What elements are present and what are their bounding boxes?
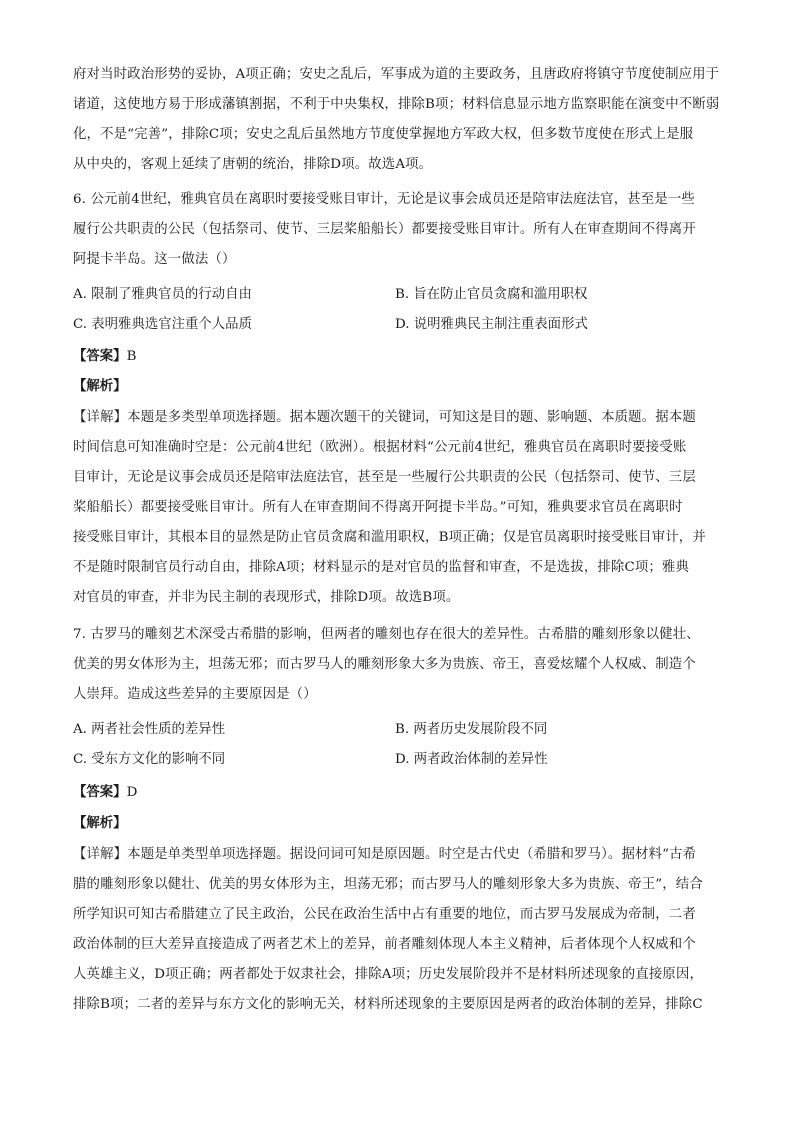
- question-7-stem: 7. 古罗马的雕刻艺术深受古希腊的影响，但两者的雕刻也存在很大的差异性。古希腊的雕刻形象以健壮、: [73, 627, 700, 642]
- question-6-detail: 接受账目审计，其根本目的显然是防止官员贪腐和滥用职权，B项正确；仅是官员离职时接受账目审计，并: [73, 530, 706, 545]
- question-7-detail: 所学知识可知古希腊建立了民主政治，公民在政治生活中占有重要的地位，而古罗马发展成为帝制，二者: [73, 907, 696, 922]
- question-6-detail: 时间信息可知准确时空是：公元前4世纪（欧洲）。根据材料“公元前4世纪，雅典官员在离职时要接受账: [73, 440, 687, 455]
- question-6-stem: 阿提卡半岛。这一做法（）: [73, 252, 236, 267]
- text-line: 府对当时政治形势的妥协，A项正确；安史之乱后，军事成为道的主要政务，且唐政府将镇守节度使制应用于: [73, 67, 720, 82]
- question-6-option-b: B. 旨在防止官员贪腐和滥用职权: [395, 287, 588, 302]
- question-6-answer: [73, 346, 136, 367]
- question-7-detail: 排除B项；二者的差异与东方文化的影响无关，材料所述现象的主要原因是两者的政治体制的差异，排除C: [73, 997, 703, 1012]
- question-6-detail: 目审计，无论是议事会成员还是陪审法庭法官，甚至是一些履行公共职责的公民（包括祭司、使节、三层: [73, 470, 696, 485]
- question-7-option-d: D. 两者政治体制的差异性: [395, 752, 548, 767]
- question-6-analysis-tag: [73, 376, 127, 397]
- answer-tag: 【答案】: [73, 348, 127, 364]
- question-7-detail: 人英雄主义，D项正确；两者都处于奴隶社会，排除A项；历史发展阶段并不是材料所述现象的直接原因，: [73, 967, 704, 982]
- question-6-detail: 【详解】本题是多类型单项选择题。据本题次题干的关键词，可知这是目的题、影响题、本质题。据本题: [73, 410, 696, 425]
- analysis-tag: 【解析】: [73, 378, 127, 394]
- question-7-answer: [73, 782, 137, 803]
- question-6-detail: 桨船船长）都要接受账目审计。所有人在审查期间不得离开阿提卡半岛。”可知，雅典要求官员在离职时: [73, 500, 683, 515]
- text-line: 诸道，这使地方易于形成藩镇割据，不利于中央集权，排除B项；材料信息显示地方监察职能在演变中不断弱: [73, 97, 720, 112]
- question-6-option-c: C. 表明雅典选官注重个人品质: [73, 317, 252, 332]
- question-7-stem: 优美的男女体形为主，坦荡无邪；而古罗马人的雕刻形象大多为贵族、帝王，喜爱炫耀个人权威、制造个: [73, 657, 696, 672]
- text-line: 化，不是“完善”，排除C项；安史之乱后虽然地方节度使掌握地方军政大权，但多数节度使在形式上是服: [73, 127, 694, 142]
- text-line: 从中央的，客观上延续了唐朝的统治，排除D项。故选A项。: [73, 157, 433, 172]
- question-7-stem: 人崇拜。造成这些差异的主要原因是（）: [73, 687, 317, 702]
- answer-tag: 【答案】: [73, 784, 127, 800]
- question-6-option-a: A. 限制了雅典官员的行动自由: [73, 287, 252, 302]
- answer-value: D: [126, 785, 138, 800]
- question-7-option-c: C. 受东方文化的影响不同: [73, 752, 226, 767]
- question-7-detail: 腊的雕刻形象以健壮、优美的男女体形为主，坦荡无邪；而古罗马人的雕刻形象大多为贵族、帝王”，结合: [73, 877, 703, 892]
- question-7-detail: 政治体制的巨大差异直接造成了两者艺术上的差异，前者雕刻体现人本主义精神，后者体现个人权威和个: [73, 937, 696, 952]
- question-6-option-d: D. 说明雅典民主制注重表面形式: [395, 317, 588, 332]
- question-7-option-b: B. 两者历史发展阶段不同: [395, 722, 548, 737]
- question-6-detail: 不是随时限制官员行动自由，排除A项；材料显示的是对官员的监督和审查，不是选拔，排除C项；雅典: [73, 560, 689, 575]
- question-6-stem: 履行公共职责的公民（包括祭司、使节、三层桨船船长）都要接受账目审计。所有人在审查期间不得离开: [73, 222, 696, 237]
- question-7-detail: 【详解】本题是单类型单项选择题。据设问词可知是原因题。时空是古代史（希腊和罗马）。据材料“古希: [73, 847, 697, 862]
- question-6-detail: 对官员的审查，并非为民主制的表现形式，排除D项。故选B项。: [73, 590, 460, 605]
- question-7-option-a: A. 两者社会性质的差异性: [73, 722, 226, 737]
- answer-value: B: [126, 349, 137, 364]
- analysis-tag: 【解析】: [73, 815, 127, 831]
- question-7-analysis-tag: [73, 813, 127, 834]
- question-6-stem: 6. 公元前4世纪，雅典官员在离职时要接受账目审计，无论是议事会成员还是陪审法庭法官，甚至是一些: [73, 192, 695, 207]
